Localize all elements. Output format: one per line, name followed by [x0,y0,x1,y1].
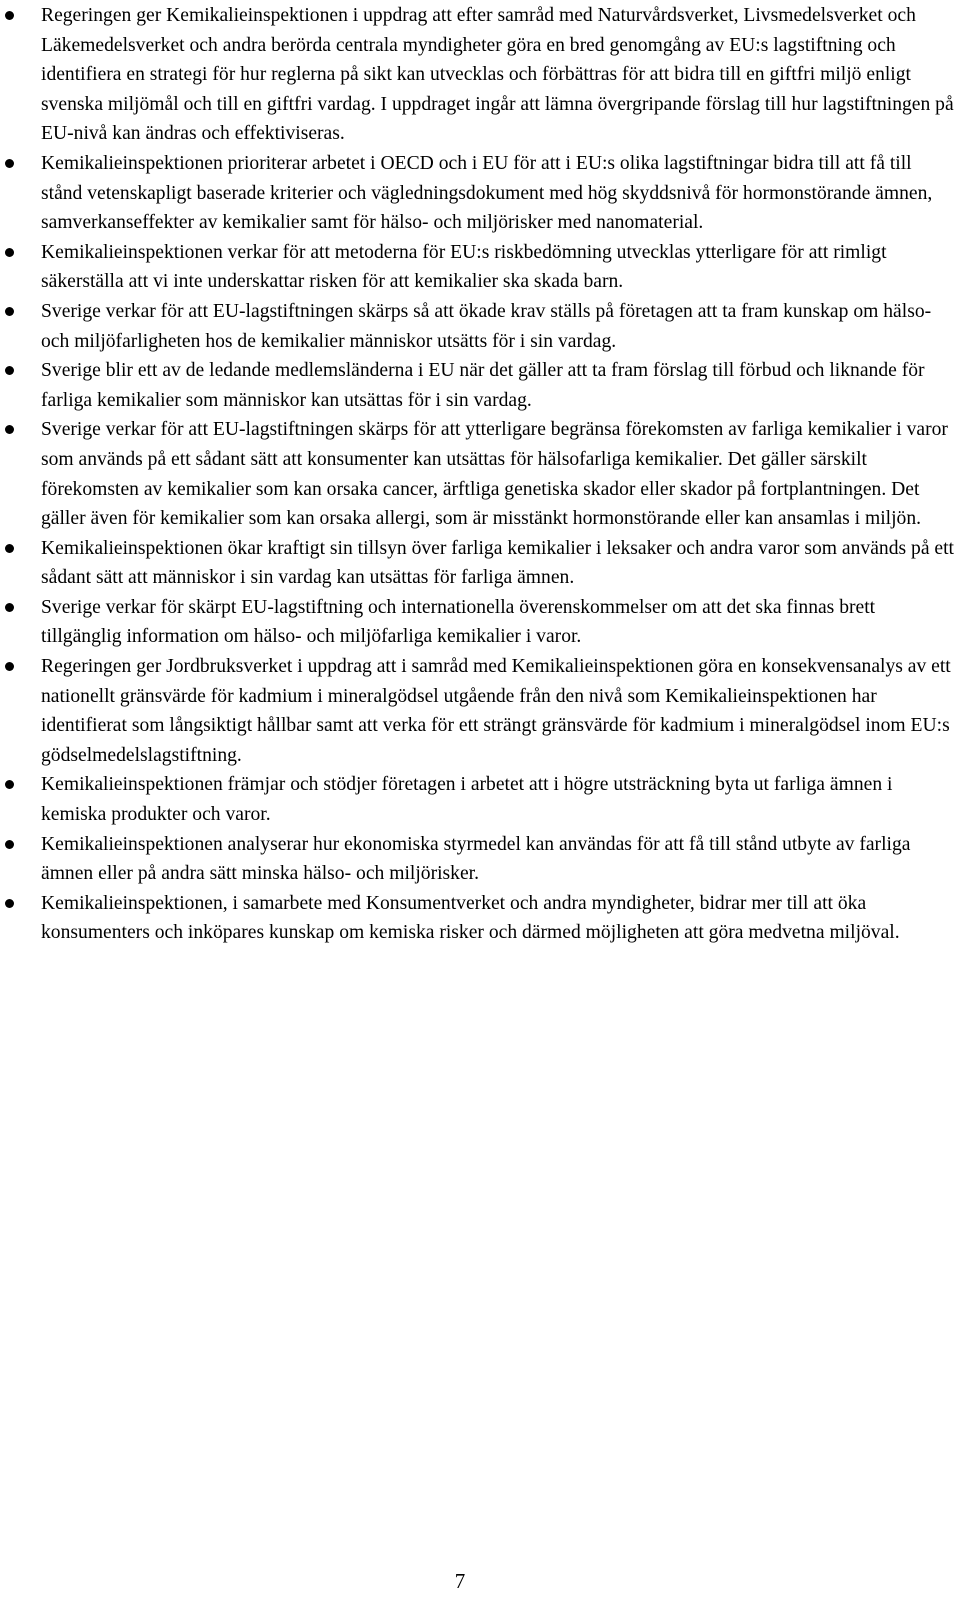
list-item-text: Kemikalieinspektionen ökar kraftigt sin tillsyn över farliga kemikalier i leksaker och andra varor som används på ett sådant sätt att människor i sin vardag kan utsättas för farliga ämnen. [41,537,954,589]
list-item-text: Sverige verkar för att EU-lagstiftningen skärps så att ökade krav ställs på företagen att ta fram kunskap om hälso- och miljöfarligheten hos de kemikalier människor utsätts för i sin vardag. [41,300,932,352]
list-item [41,297,957,356]
bullet-list [41,1,957,948]
list-item [41,415,957,533]
list-item [41,149,957,238]
list-item [41,534,957,593]
list-item-text: Kemikalieinspektionen, i samarbete med Konsumentverket och andra myndigheter, bidrar mer till att öka konsumenters och inköpares kunskap om kemiska risker och därmed möjligheten att göra medvetna miljöval. [41,892,900,944]
list-item-text: Kemikalieinspektionen verkar för att metoderna för EU:s riskbedömning utvecklas ytterligare för att rimligt säkerställa att vi inte underskattar risken för att kemikalier ska skada barn. [41,241,887,293]
bullet-icon [5,307,14,316]
list-item [41,652,957,770]
bullet-icon [5,425,14,434]
bullet-icon [5,603,14,612]
list-item-text: Sverige verkar för skärpt EU-lagstiftning och internationella överenskommelser om att det ska finnas brett tillgänglig information om hälso- och miljöfarliga kemikalier i varor. [41,596,876,648]
list-item-text: Kemikalieinspektionen prioriterar arbetet i OECD och i EU för att i EU:s olika lagstiftningar bidra till att få till stånd vetenskapligt baserade kriterier och vägledningsdokument med hög skyddsnivå för hormonstörande ämnen, samverkanseffekter av kemikalier samt för hälso- och miljörisker med nanomaterial. [41,152,933,234]
list-item [41,770,957,829]
list-item-text: Kemikalieinspektionen främjar och stödjer företagen i arbetet att i högre utsträckning byta ut farliga ämnen i kemiska produkter och varor. [41,774,893,826]
list-item [41,238,957,297]
list-item-text: Sverige verkar för att EU-lagstiftningen skärps för att ytterligare begränsa förekomsten av farliga kemikalier i varor som används på ett sådant sätt att konsumenter kan utsättas för hälsofarliga kemikalier. Det gäller särskilt förekomsten av kemikalier som kan orsaka cancer, ärftliga genetiska skador eller skador på fortplantningen. Det gäller även för kemikalier som kan orsaka allergi, som är misstänkt hormonstörande eller kan ansamlas i miljön. [41,419,948,530]
bullet-icon [5,159,14,168]
bullet-icon [5,899,14,908]
bullet-icon [5,544,14,553]
list-item-text: Regeringen ger Jordbruksverket i uppdrag att i samråd med Kemikalieinspektionen göra en konsekvensanalys av ett nationellt gränsvärde för kadmium i mineralgödsel utgående från den nivå som Kemikalieinspektionen har identifierat som långsiktigt hållbar samt att verka för ett strängt gränsvärde för kadmium i mineralgödsel inom EU:s gödselmedelslagstiftning. [41,656,951,766]
list-item [41,1,957,149]
bullet-icon [5,11,14,20]
bullet-icon [5,366,14,375]
bullet-icon [5,780,14,789]
list-item-text: Kemikalieinspektionen analyserar hur ekonomiska styrmedel kan användas för att få till stånd utbyte av farliga ämnen eller på andra sätt minska hälso- och miljörisker. [41,833,911,885]
list-item-text: Regeringen ger Kemikalieinspektionen i uppdrag att efter samråd med Naturvårdsverket, Livsmedelsverket och Läkemedelsverket och andra berörda centrala myndigheter göra en bred genomgång av EU:s lagstiftning och identifiera en strategi för hur reglerna på sikt kan utvecklas och förbättras för att bidra till en giftfri miljö enligt svenska miljömål och till en giftfri vardag. I uppdraget ingår att lämna övergripande förslag till hur lagstiftningen på EU-nivå kan ändras och effektiviseras. [41,5,954,145]
page-number: 7 [454,1569,466,1593]
list-item [41,830,957,889]
bullet-icon [5,662,14,671]
list-item-text: Sverige blir ett av de ledande medlemsländerna i EU när det gäller att ta fram förslag till förbud och liknande för farliga kemikalier som människor kan utsättas för i sin vardag. [41,360,925,411]
bullet-icon [5,840,14,849]
list-item [41,356,957,415]
list-item [41,593,957,652]
list-item [41,889,957,948]
bullet-icon [5,248,14,257]
